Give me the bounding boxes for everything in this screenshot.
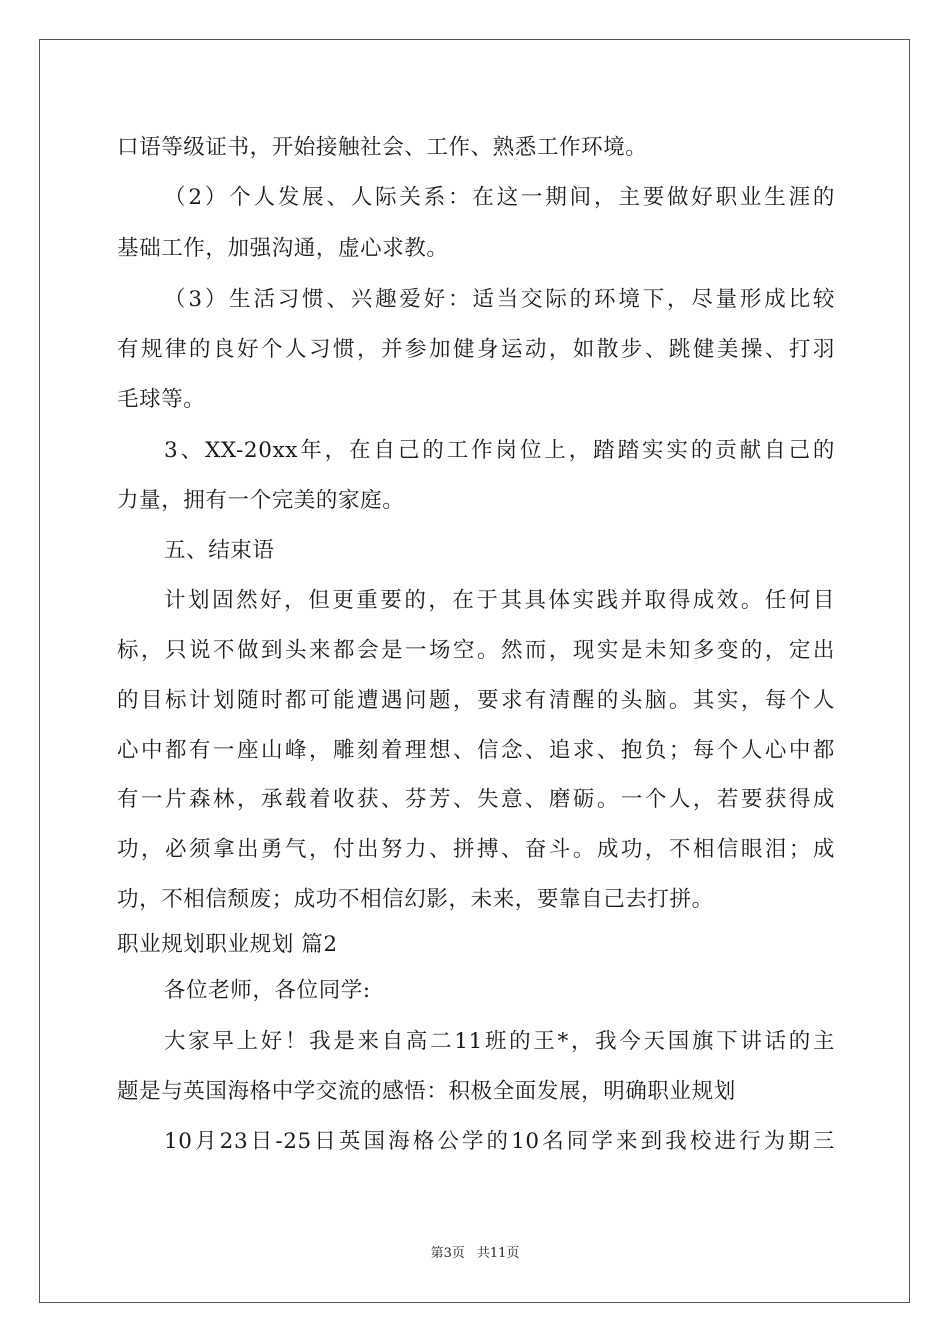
text-line: 各位老师，各位同学: [164,978,371,1003]
text-line: （3）生活习惯、兴趣爱好：适当交际的环境下，尽量形成比较 [164,287,835,312]
text-line: 题是与英国海格中学交流的感悟：积极全面发展，明确职业规划 [117,1079,736,1104]
text-line: 功，必须拿出勇气，付出努力、拼搏、奋斗。成功，不相信眼泪；成 [117,837,835,862]
text-line: 10月23日-25日英国海格公学的10名同学来到我校进行为期三 [164,1129,835,1154]
page-footer [0,1245,950,1263]
text-line: 大家早上好！我是来自高二11班的王*，我今天国旗下讲话的主 [164,1029,835,1054]
text-line: 口语等级证书，开始接触社会、工作、熟悉工作环境。 [117,135,648,160]
text-line: 心中都有一座山峰，雕刻着理想、信念、追求、抱负；每个人心中都 [117,738,835,763]
text-line: （2）个人发展、人际关系：在这一期间，主要做好职业生涯的 [164,185,835,210]
text-line: 基础工作，加强沟通，虚心求教。 [117,236,449,261]
page-number: 第3页 [430,1246,465,1261]
text-line: 毛球等。 [117,387,206,412]
text-line: 3、XX-20xx年，在自己的工作岗位上，踏踏实实的贡献自己的 [164,438,835,463]
page-total: 共11页 [476,1246,520,1261]
text-line: 功，不相信颓废；成功不相信幻影，未来，要靠自己去打拼。 [117,887,714,912]
section-heading: 五、结束语 [164,538,275,563]
text-line: 的目标计划随时都可能遭遇问题，要求有清醒的头脑。其实，每个人 [117,688,835,713]
text-line: 标，只说不做到头来都会是一场空。然而，现实是未知多变的，定出 [117,638,835,663]
article-title: 职业规划职业规划 篇2 [117,932,338,957]
text-line: 有规律的良好个人习惯，并参加健身运动，如散步、跳健美操、打羽 [117,337,835,362]
text-line: 力量，拥有一个完美的家庭。 [117,488,405,513]
text-line: 有一片森林，承载着收获、芬芳、失意、磨砺。一个人，若要获得成 [117,787,835,812]
text-line: 计划固然好，但更重要的，在于其具体实践并取得成效。任何目 [164,588,835,613]
